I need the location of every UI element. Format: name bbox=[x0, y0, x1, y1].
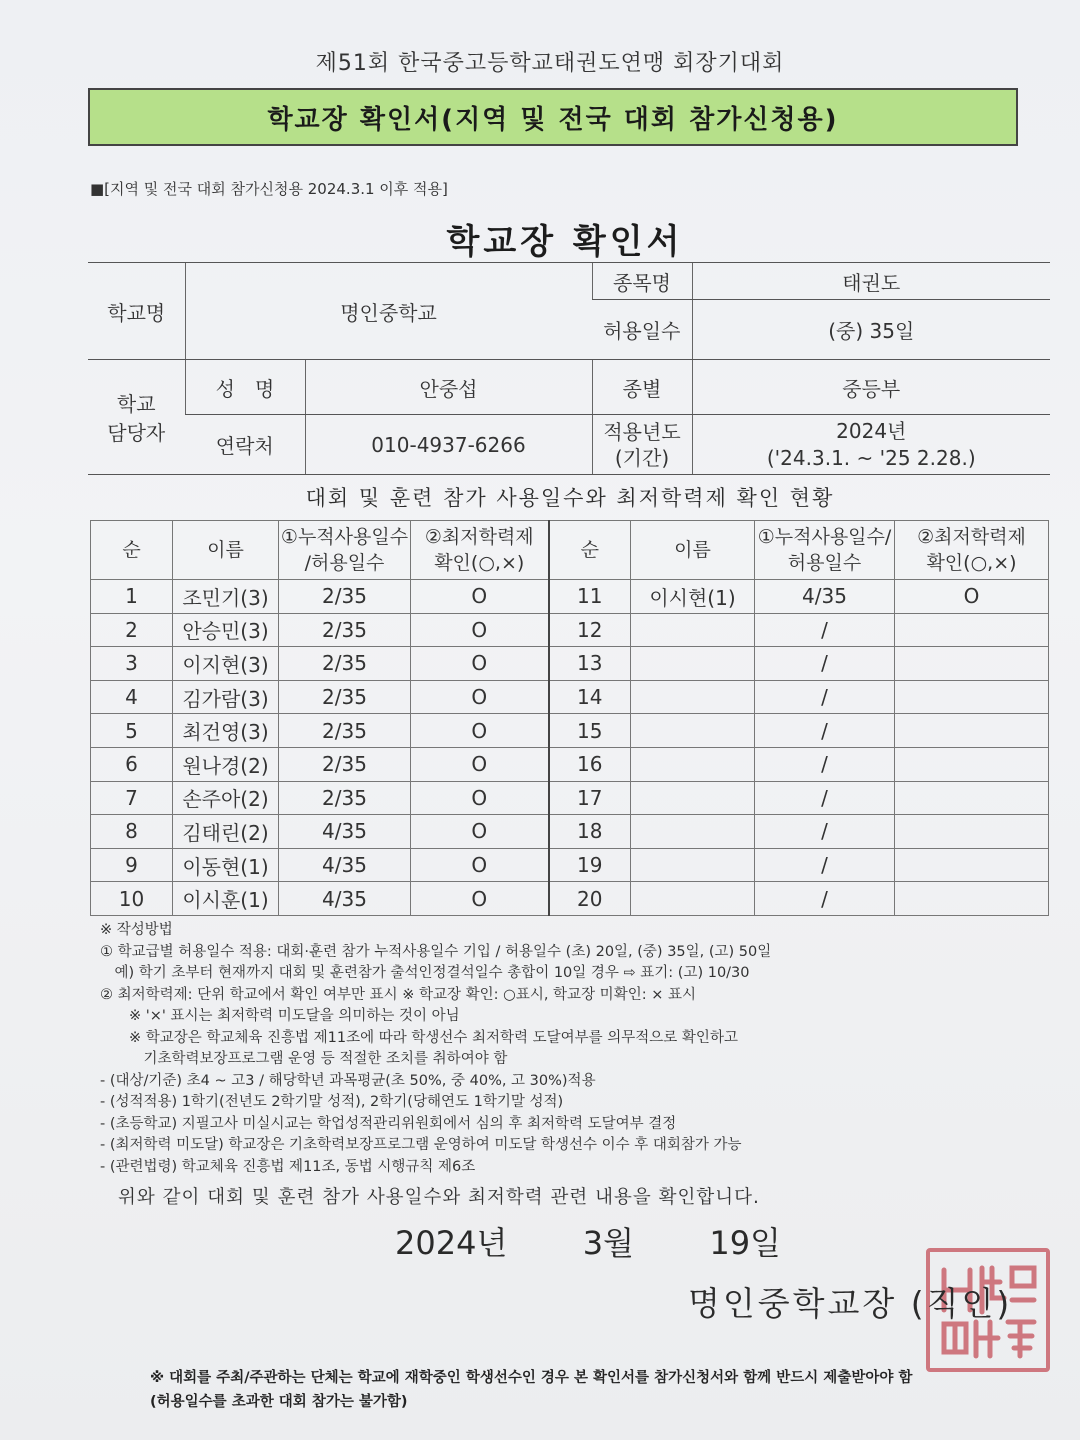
instruction-line: ※ 작성방법 bbox=[100, 922, 173, 938]
cell-check: O bbox=[411, 680, 549, 714]
col-check-line-2: 확인(○,×) bbox=[434, 552, 525, 574]
event-title: 제51회 한국중고등학교태권도연맹 회장기대회 bbox=[315, 51, 785, 76]
school-name-value: 명인중학교 bbox=[185, 263, 592, 360]
manager-label bbox=[88, 360, 185, 475]
cell-check: O bbox=[411, 781, 549, 815]
division-label: 종별 bbox=[592, 360, 692, 415]
allowed-days-label: 허용일수 bbox=[592, 300, 692, 360]
col-check-2-line-1: ②최저학력제 bbox=[917, 526, 1026, 548]
cell-no-2: 19 bbox=[549, 848, 631, 882]
cell-check-2 bbox=[895, 613, 1049, 647]
principal-signature: 명인중학교장 (직인) bbox=[688, 1284, 1013, 1323]
cell-name: 조민기(3) bbox=[173, 580, 279, 614]
cell-days-2: / bbox=[755, 882, 895, 916]
contact-value: 010-4937-6266 bbox=[305, 415, 592, 475]
signing-date bbox=[395, 1218, 781, 1264]
cell-name: 안승민(3) bbox=[173, 613, 279, 647]
cell-days: 2/35 bbox=[279, 580, 411, 614]
cell-check: O bbox=[411, 580, 549, 614]
document-title: 학교장 확인서 bbox=[446, 222, 684, 262]
cell-days: 2/35 bbox=[279, 781, 411, 815]
allowed-days-value: (중) 35일 bbox=[692, 300, 1050, 360]
cell-check-2 bbox=[895, 647, 1049, 681]
period-label-line-2: (기간) bbox=[614, 445, 670, 470]
cell-no: 8 bbox=[91, 815, 173, 849]
division-value: 중등부 bbox=[692, 360, 1050, 415]
school-name-label: 학교명 bbox=[88, 263, 185, 360]
period-year: 2024년 bbox=[836, 418, 907, 443]
col-days-line-1: ①누적사용일수 bbox=[280, 526, 409, 548]
submission-note-line: ※ 대회를 주최/주관하는 단체는 학교에 재학중인 학생선수인 경우 본 확인서를 참가신청서와 함께 반드시 제출받아야 함 bbox=[150, 1370, 913, 1386]
col-check-2 bbox=[895, 521, 1049, 580]
date-year: 2024년 bbox=[395, 1224, 508, 1262]
table-row bbox=[91, 747, 1049, 781]
cell-no: 6 bbox=[91, 747, 173, 781]
cell-days: 2/35 bbox=[279, 613, 411, 647]
cell-no-2: 18 bbox=[549, 815, 631, 849]
col-check-line-1: ②최저학력제 bbox=[424, 526, 534, 548]
cell-no: 2 bbox=[91, 613, 173, 647]
cell-name: 이동현(1) bbox=[173, 848, 279, 882]
confirmation-statement: 위와 같이 대회 및 훈련 참가 사용일수와 최저학력 관련 내용을 확인합니다. bbox=[118, 1187, 760, 1208]
cell-check: O bbox=[411, 815, 549, 849]
cell-name-2 bbox=[631, 613, 755, 647]
cell-days-2: / bbox=[755, 613, 895, 647]
cell-days: 4/35 bbox=[279, 815, 411, 849]
table-row bbox=[91, 680, 1049, 714]
cell-days: 2/35 bbox=[279, 714, 411, 748]
cell-days-2: / bbox=[755, 680, 895, 714]
cell-no: 4 bbox=[91, 680, 173, 714]
cell-name-2 bbox=[631, 714, 755, 748]
form-note: ■[지역 및 전국 대회 참가신청용 2024.3.1 이후 적용] bbox=[90, 180, 448, 198]
instruction-line: - (초등학교) 지필고사 미실시교는 학업성적관리위원회에서 심의 후 최저학력 도달여부 결정 bbox=[100, 1115, 677, 1132]
cell-check: O bbox=[411, 882, 549, 916]
cell-name-2 bbox=[631, 680, 755, 714]
cell-days-2: 4/35 bbox=[755, 580, 895, 614]
instruction-line: 기초학력보장프로그램 운영 등 적절한 조치를 취하여야 함 bbox=[100, 1051, 508, 1067]
cell-check: O bbox=[411, 848, 549, 882]
manager-label-line-1: 학교 bbox=[116, 392, 156, 416]
table-header-row bbox=[91, 521, 1049, 580]
date-day: 19일 bbox=[709, 1224, 781, 1262]
form-banner: 학교장 확인서(지역 및 전국 대회 참가신청용) bbox=[88, 88, 1018, 146]
cell-days: 4/35 bbox=[279, 848, 411, 882]
col-days bbox=[279, 521, 411, 580]
col-days-2-line-2: 허용일수 bbox=[787, 552, 862, 574]
col-no-2: 순 bbox=[549, 521, 631, 580]
cell-no-2: 16 bbox=[549, 747, 631, 781]
period-label-line-1: 적용년도 bbox=[603, 419, 681, 444]
cell-no-2: 12 bbox=[549, 613, 631, 647]
contact-label: 연락처 bbox=[185, 415, 305, 475]
cell-name-2: 이시현(1) bbox=[631, 580, 755, 614]
instruction-line: ① 학교급별 허용일수 적용: 대회·훈련 참가 누적사용일수 기입 / 허용일수 (초) 20일, (중) 35일, (고) 50일 bbox=[100, 943, 772, 960]
cell-check-2 bbox=[895, 781, 1049, 815]
cell-check-2 bbox=[895, 714, 1049, 748]
cell-name-2 bbox=[631, 781, 755, 815]
cell-check-2 bbox=[895, 882, 1049, 916]
cell-days: 4/35 bbox=[279, 882, 411, 916]
cell-no-2: 17 bbox=[549, 781, 631, 815]
cell-days: 2/35 bbox=[279, 680, 411, 714]
sport-label: 종목명 bbox=[592, 263, 692, 300]
instruction-line: ※ 학교장은 학교체육 진흥법 제11조에 따라 학생선수 최저학력 도달여부를 의무적으로 확인하고 bbox=[100, 1029, 738, 1046]
cell-no: 1 bbox=[91, 580, 173, 614]
instruction-line: ※ '×' 표시는 최저학력 미도달을 의미하는 것이 아님 bbox=[100, 1008, 460, 1024]
manager-name-label: 성 명 bbox=[185, 360, 305, 415]
cell-check: O bbox=[411, 714, 549, 748]
cell-no: 3 bbox=[91, 647, 173, 681]
cell-no: 5 bbox=[91, 714, 173, 748]
table-row bbox=[91, 815, 1049, 849]
instructions bbox=[100, 920, 1060, 1178]
cell-check: O bbox=[411, 647, 549, 681]
school-info-table bbox=[88, 262, 1050, 475]
cell-no: 10 bbox=[91, 882, 173, 916]
table-row bbox=[91, 882, 1049, 916]
instruction-line: - (성적적용) 1학기(전년도 2학기말 성적), 2학기(당해연도 1학기말 성적) bbox=[100, 1094, 564, 1110]
cell-check-2 bbox=[895, 680, 1049, 714]
submission-note bbox=[150, 1366, 1050, 1414]
col-days-2-line-1: ①누적사용일수/ bbox=[757, 526, 892, 548]
section-title: 대회 및 훈련 참가 사용일수와 최저학력제 확인 현황 bbox=[305, 486, 835, 510]
cell-name-2 bbox=[631, 815, 755, 849]
instruction-line: - (최저학력 미도달) 학교장은 기초학력보장프로그램 운영하여 미도달 학생선수 이수 후 대회참가 가능 bbox=[100, 1137, 742, 1153]
date-month: 3월 bbox=[582, 1224, 634, 1262]
table-row bbox=[91, 647, 1049, 681]
cell-days-2: / bbox=[755, 781, 895, 815]
cell-name-2 bbox=[631, 647, 755, 681]
cell-name: 이시훈(1) bbox=[173, 882, 279, 916]
cell-no-2: 20 bbox=[549, 882, 631, 916]
cell-name-2 bbox=[631, 747, 755, 781]
cell-check: O bbox=[411, 747, 549, 781]
cell-no-2: 14 bbox=[549, 680, 631, 714]
submission-note-line: (허용일수를 초과한 대회 참가는 불가함) bbox=[150, 1394, 408, 1410]
cell-days: 2/35 bbox=[279, 747, 411, 781]
cell-no: 9 bbox=[91, 848, 173, 882]
cell-check-2 bbox=[895, 848, 1049, 882]
sport-value: 태권도 bbox=[692, 263, 1050, 300]
cell-name-2 bbox=[631, 882, 755, 916]
cell-days-2: / bbox=[755, 647, 895, 681]
table-row bbox=[91, 848, 1049, 882]
instruction-line: ② 최저학력제: 단위 학교에서 확인 여부만 표시 ※ 학교장 확인: ○표시, 학교장 미확인: × 표시 bbox=[100, 986, 696, 1003]
cell-days-2: / bbox=[755, 848, 895, 882]
period-label bbox=[592, 415, 692, 475]
cell-no-2: 13 bbox=[549, 647, 631, 681]
table-row bbox=[91, 714, 1049, 748]
cell-name: 김가람(3) bbox=[173, 680, 279, 714]
period-value bbox=[692, 415, 1050, 475]
col-check bbox=[411, 521, 549, 580]
cell-days-2: / bbox=[755, 815, 895, 849]
instruction-line: - (대상/기준) 초4 ~ 고3 / 해당학년 과목평균(초 50%, 중 40%, 고 30%)적용 bbox=[100, 1072, 596, 1089]
table-row bbox=[91, 580, 1049, 614]
cell-name: 최건영(3) bbox=[173, 714, 279, 748]
manager-name-value: 안중섭 bbox=[305, 360, 592, 415]
col-days-line-2: /허용일수 bbox=[304, 552, 385, 574]
col-no: 순 bbox=[91, 521, 173, 580]
cell-no-2: 15 bbox=[549, 714, 631, 748]
instruction-line: 예) 학기 초부터 현재까지 대회 및 훈련참가 출석인정결석일수 총합이 10일 경우 ⇨ 표기: (고) 10/30 bbox=[100, 965, 750, 981]
cell-name-2 bbox=[631, 848, 755, 882]
cell-name: 김태린(2) bbox=[173, 815, 279, 849]
cell-check-2 bbox=[895, 815, 1049, 849]
cell-check-2: O bbox=[895, 580, 1049, 614]
col-name-2: 이름 bbox=[631, 521, 755, 580]
period-range: ('24.3.1. ~ '25 2.28.) bbox=[766, 445, 976, 470]
cell-no-2: 11 bbox=[549, 580, 631, 614]
cell-days: 2/35 bbox=[279, 647, 411, 681]
col-name: 이름 bbox=[173, 521, 279, 580]
cell-name: 이지현(3) bbox=[173, 647, 279, 681]
col-days-2 bbox=[755, 521, 895, 580]
cell-check-2 bbox=[895, 747, 1049, 781]
instruction-line: - (관련법령) 학교체육 진흥법 제11조, 동법 시행규칙 제6조 bbox=[100, 1158, 476, 1175]
table-row bbox=[91, 613, 1049, 647]
cell-name: 원나경(2) bbox=[173, 747, 279, 781]
col-check-2-line-2: 확인(○,×) bbox=[926, 552, 1017, 574]
table-row bbox=[91, 781, 1049, 815]
cell-name: 손주아(2) bbox=[173, 781, 279, 815]
cell-no: 7 bbox=[91, 781, 173, 815]
manager-label-line-2: 담당자 bbox=[107, 421, 166, 445]
cell-days-2: / bbox=[755, 747, 895, 781]
cell-days-2: / bbox=[755, 714, 895, 748]
cell-check: O bbox=[411, 613, 549, 647]
participation-table bbox=[90, 520, 1049, 916]
